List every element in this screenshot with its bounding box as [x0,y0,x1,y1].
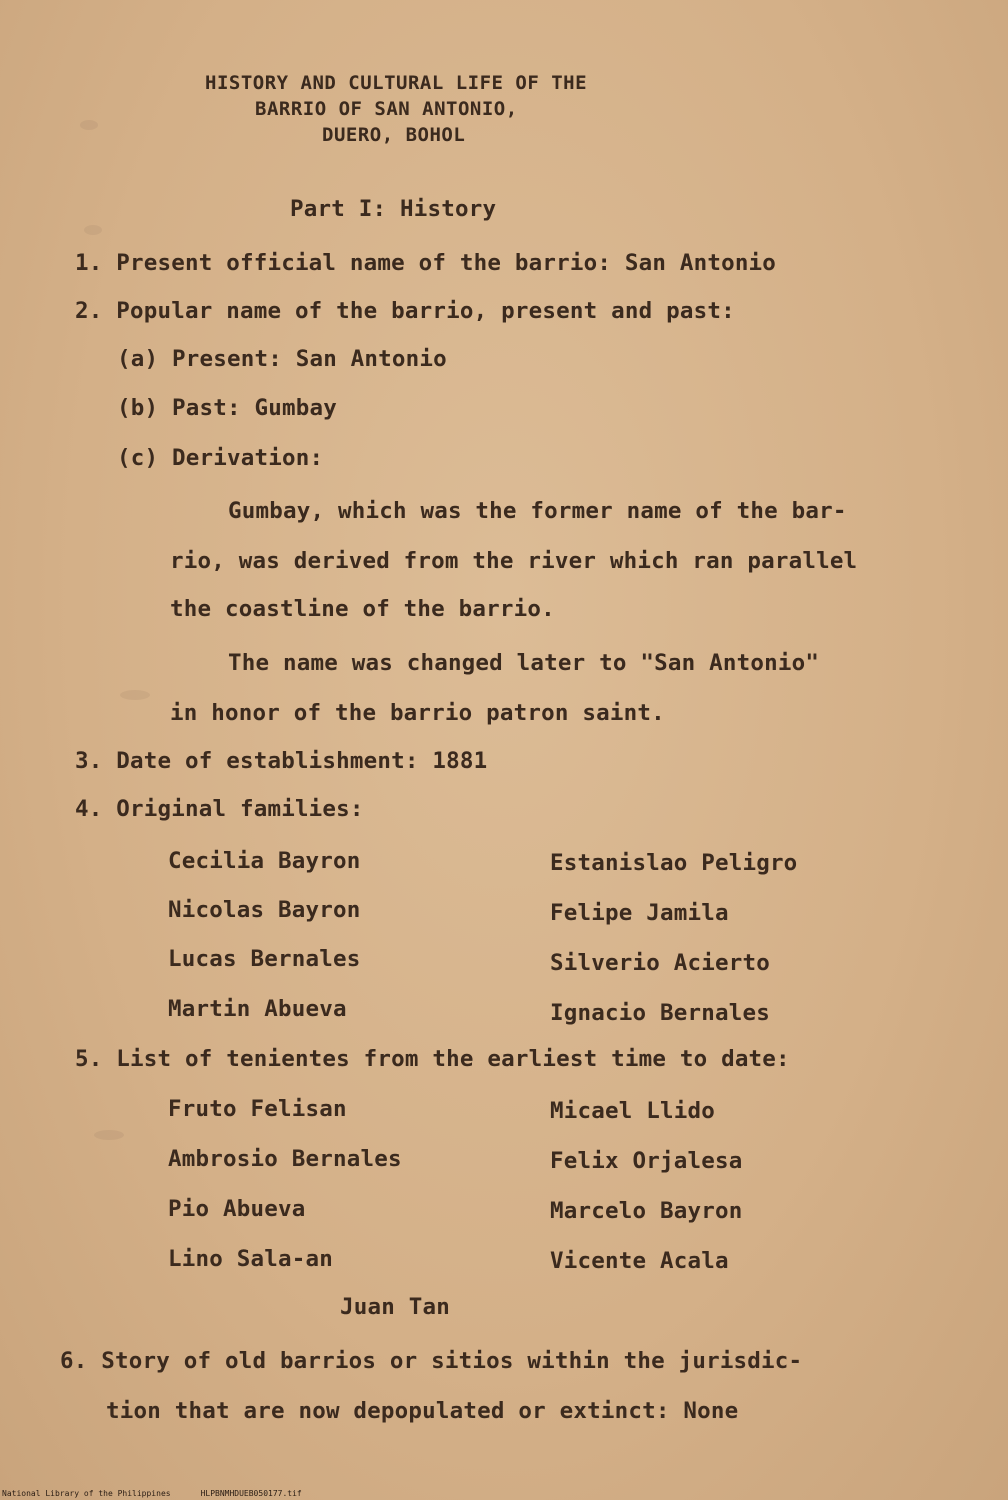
family-name: Estanislao Peligro [550,850,798,876]
family-name: Nicolas Bayron [168,897,361,923]
teniente-name: Pio Abueva [168,1196,306,1222]
item-6: 6. Story of old barrios or sitios within the jurisdic- [60,1348,803,1374]
family-name: Silverio Acierto [550,950,770,976]
family-name: Martin Abueva [168,996,347,1022]
item-2b: (b) Past: Gumbay [117,395,337,421]
derivation-line: in honor of the barrio patron saint. [170,700,665,726]
item-1: 1. Present official name of the barrio: San Antonio [75,250,777,276]
derivation-line: The name was changed later to "San Antonio" [228,650,820,676]
item-3: 3. Date of establishment: 1881 [75,748,488,774]
teniente-name: Felix Orjalesa [550,1148,743,1174]
teniente-name: Lino Sala-an [168,1246,333,1272]
heading-line-3: DUERO, BOHOL [322,124,466,146]
teniente-name: Vicente Acala [550,1248,729,1274]
teniente-name: Ambrosio Bernales [168,1146,402,1172]
derivation-line: rio, was derived from the river which ran parallel [170,548,858,574]
derivation-line: Gumbay, which was the former name of the bar- [228,498,847,524]
scan-footer [2,1489,332,1498]
heading-line-1: HISTORY AND CULTURAL LIFE OF THE [205,72,588,94]
item-2: 2. Popular name of the barrio, present and past: [75,298,735,324]
item-4: 4. Original families: [75,796,364,822]
derivation-line: the coastline of the barrio. [170,596,555,622]
family-name: Lucas Bernales [168,946,361,972]
part-title: Part I: History [290,196,497,222]
family-name: Cecilia Bayron [168,848,361,874]
item-5: 5. List of tenientes from the earliest time to date: [75,1046,790,1072]
footer-library: National Library of the Philippines [2,1489,171,1498]
heading-line-2: BARRIO OF SAN ANTONIO, [255,98,518,120]
teniente-name: Micael Llido [550,1098,715,1124]
teniente-name: Fruto Felisan [168,1096,347,1122]
family-name: Felipe Jamila [550,900,729,926]
teniente-name: Juan Tan [340,1294,450,1320]
item-2c: (c) Derivation: [117,445,324,471]
item-6-continued: tion that are now depopulated or extinct: None [106,1398,739,1424]
family-name: Ignacio Bernales [550,1000,770,1026]
teniente-name: Marcelo Bayron [550,1198,743,1224]
item-2a: (a) Present: San Antonio [117,346,447,372]
footer-filename: HLPBNMHDUEB050177.tif [200,1489,302,1498]
